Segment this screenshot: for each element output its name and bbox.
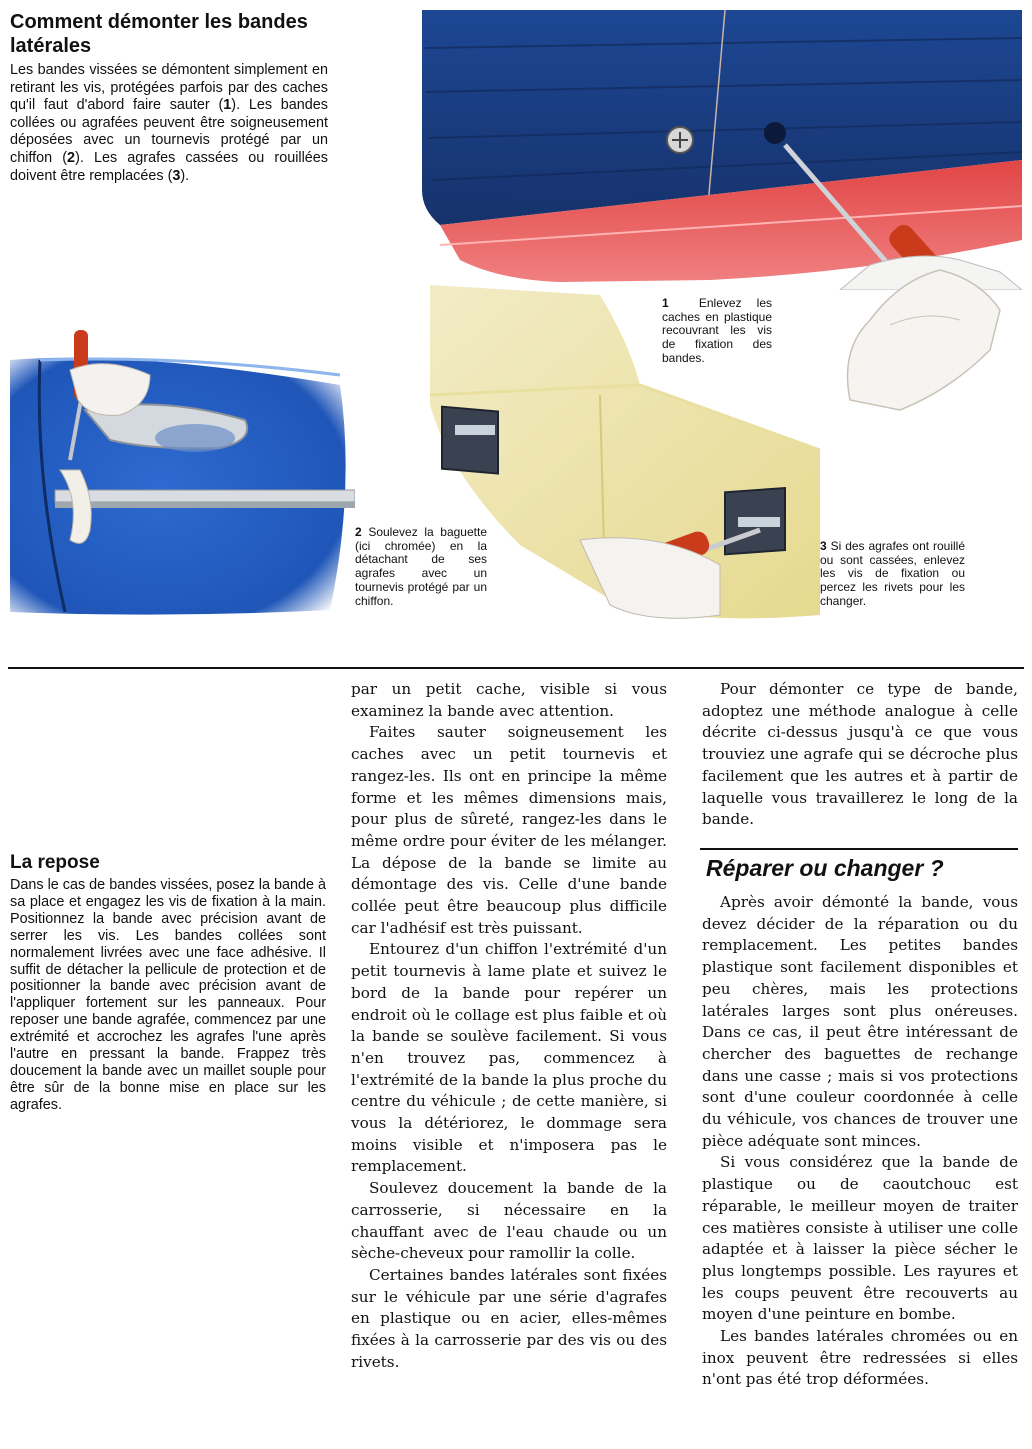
caption-2-number: 2 [355,525,362,539]
illustration-hand-right-drawing [830,240,1022,415]
paragraph: Après avoir démonté la bande, vous devez décider de la réparation ou du remplacement. Les petites bandes plastique sont facilement disponibles et peu chères, mais les protections latérales larges sont plus onéreuses. Dans ce cas, il peut être intéressant de chercher des baguettes de rechange dans une casse ; mais si vos protections sont d'une couleur coordonnée à celle du véhicule, vos chances de trouver une pièce adéquate sont minces. [702,893,1018,1150]
paragraph: Faites sauter soigneusement les caches avec un petit tournevis et rangez-les. Ils ont en principe la même forme et les mêmes dimensions mais, pour plus de sûreté, rangez-les dans le même ordre pour éviter de les mélanger. La dépose de la bande se limite au démontage des vis. Celle d'une bande collée peut être beaucoup plus difficile car l'adhésif est très puissant. [351,723,667,937]
intro-ref-1: 1 [223,97,232,114]
repose-title: La repose [10,852,100,873]
illustration-chrome-trim-drawing [10,330,355,620]
intro-ref-2: 2 [67,149,76,166]
intro-ref-3: 3 [172,167,181,184]
caption-2-text: Soulevez la baguette (ici chromée) en la détachant de ses agrafes avec un tournevis protégé par un chiffon. [355,525,487,608]
caption-3-text: Si des agrafes ont rouillé ou sont cassées, enlevez les vis de fixation ou percez les rivets pour les changer. [820,539,965,608]
section-divider [8,667,1024,669]
caption-2 [355,526,487,608]
paragraph: Certaines bandes latérales sont fixées sur le véhicule par une série d'agrafes en plastique ou en acier, elles-mêmes fixées à la carrosserie par des vis ou des rivets. [351,1265,667,1371]
illustration-chrome-trim [10,330,355,620]
intro-title: Comment démonter les bandes latérales [10,11,308,57]
paragraph: Les bandes latérales chromées ou en inox peuvent être redressées si elles n'ont pas été trop déformées. [702,1327,1018,1389]
paragraph: Entourez d'un chiffon l'extrémité d'un petit tournevis à lame plate et suivez le bord de la bande pour repérer un endroit où le collage est plus faible et où la bande se soulève facilement. Si vous n'en trouvez pas, commencez à l'extrémité de la bande la plus proche du centre du véhicule ; de cette manière, si vous la détériorez, le dommage sera moins visible et n'imposera pas le remplacement. [351,940,667,1176]
caption-3-number: 3 [820,539,827,553]
subheading-text: Réparer ou changer ? [706,855,944,881]
caption-3 [820,540,965,609]
column-right-continued [702,892,1018,1391]
paragraph: Soulevez doucement la bande de la carrosserie, si nécessaire en la chauffant avec de l'eau chaude ou un sèche-cheveux pour ramollir la colle. [351,1179,667,1263]
intro-body [10,62,328,185]
column-right [702,679,1018,831]
intro-text-3: ). Les agrafes cassées ou rouillées doivent être remplacées ( [10,149,328,184]
repose-body: Dans le cas de bandes vissées, posez la bande à sa place et engagez les vis de fixation à la main. Positionnez la bande avec précision avant de serrer les vis. Les bandes collées sont normalement livrées avec une face adhésive. Il suffit de détacher la pellicule de protection et de positionner la bande avec précision avant de l'appliquer fortement sur les panneaux. Pour reposer une bande agrafée, commencez par une extrémité et accrochez les agrafes l'une après l'autre en pressant la bande. Frappez très doucement la bande avec un maillet souple pour être sûr de la bonne mise en place sur les agrafes. [10,877,326,1113]
paragraph: Si vous considérez que la bande de plastique ou de caoutchouc est réparable, le meilleur moyen de traiter ces matières consiste à utiliser une colle adaptée et à laisser la pièce sécher le plus longtemps possible. Les rayures et les coups peuvent être recouverts au moyen d'une peinture en bombe. [702,1153,1018,1324]
subheading-repair [700,848,1018,886]
column-middle [351,679,667,1374]
caption-1 [662,297,772,366]
intro-section [10,10,328,185]
intro-text-4: ). [180,167,190,184]
caption-1-number: 1 [662,296,669,310]
illustration-hand-right [830,240,1022,415]
paragraph: par un petit cache, visible si vous examinez la bande avec attention. [351,680,667,720]
repose-section [10,851,326,1114]
intro-text-2: ). Les bandes collées ou agrafées peuvent être soigneusement déposées avec un tournevis protégé par un chiffon ( [10,97,328,166]
paragraph: Pour démonter ce type de bande, adoptez une méthode analogue à celle décrite ci-dessus jusqu'à ce que vous trouviez une agrafe qui se décroche plus facilement que les autres et à partir de laquelle vous travaillerez le long de la bande. [702,680,1018,829]
intro-text-1: Les bandes vissées se démontent simplement en retirant les vis, protégées parfois par des caches qu'il faut d'abord faire sauter ( [10,62,328,114]
caption-1-text: Enlevez les caches en plastique recouvrant les vis de fixation des bandes. [662,296,772,365]
